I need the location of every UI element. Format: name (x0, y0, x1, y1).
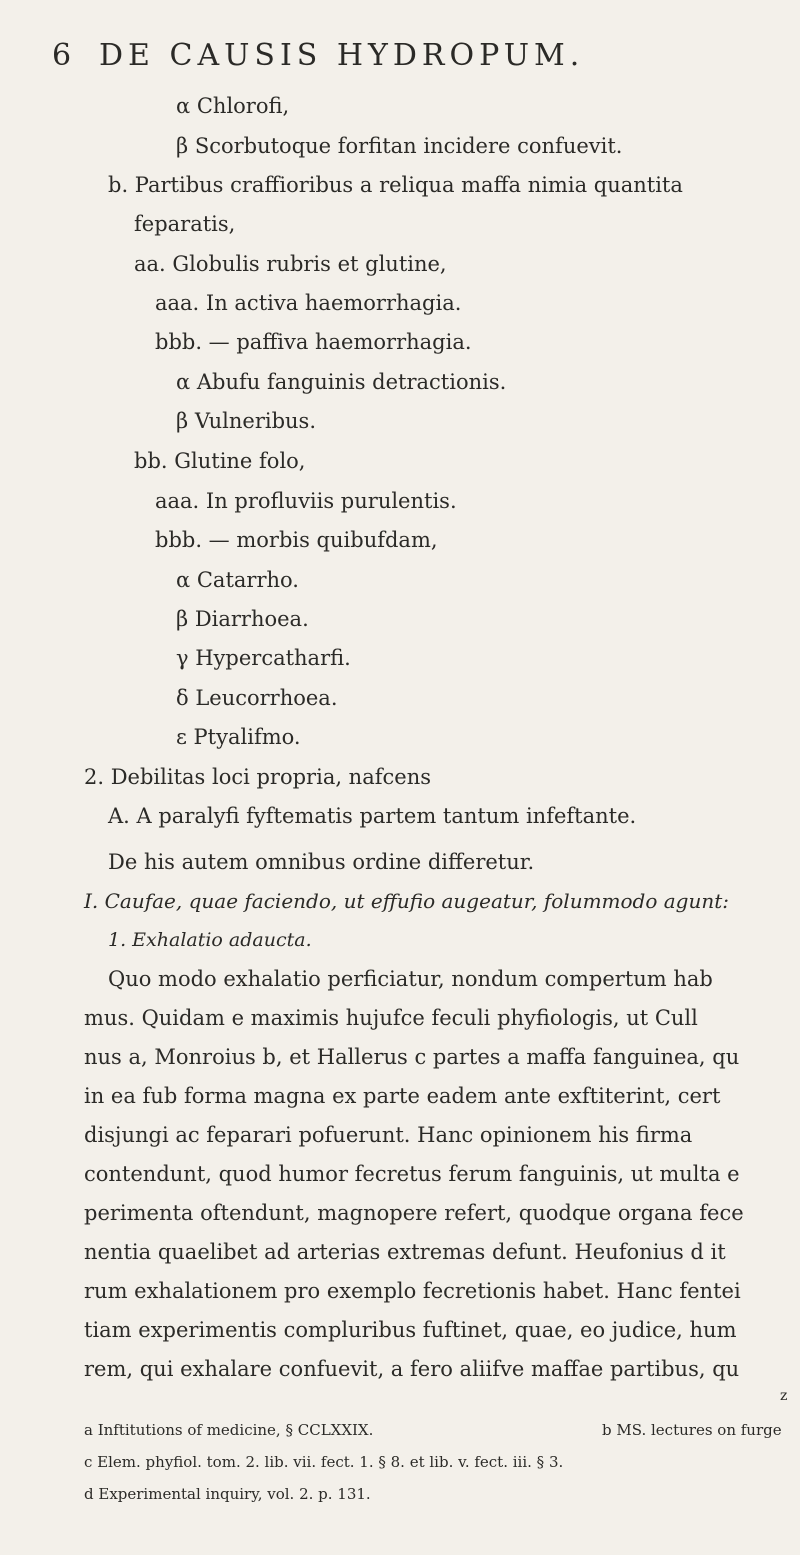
outline-line: δ Leucorrhoea. (176, 686, 338, 710)
outline-line: 2. Debilitas loci propria, nafcens (84, 765, 431, 789)
section-heading: I. Caufae, quae faciendo, ut effufio augeatur, folummodo agunt: (84, 889, 730, 913)
outline-line: α Chlorofi, (176, 94, 290, 118)
paragraph-line: contendunt, quod humor fecretus ferum fanguinis, ut multa e (84, 1162, 740, 1186)
catchword: z (780, 1388, 788, 1404)
paragraph-line: perimenta oftendunt, magnopere refert, quodque organa fece (84, 1201, 744, 1225)
outline-line: bbb. — paffiva haemorrhagia. (155, 330, 472, 354)
page-number: 6 (52, 38, 75, 73)
paragraph-line: disjungi ac feparari pofuerunt. Hanc opinionem his firma (84, 1123, 693, 1147)
paragraph-line: in ea fub forma magna ex parte eadem ante exftiterint, cert (84, 1084, 721, 1108)
outline-line: γ Hypercatharfi. (176, 646, 351, 670)
paragraph-line: nentia quaelibet ad arterias extremas defunt. Heufonius d it (84, 1240, 726, 1264)
outline-line: aaa. In profluviis purulentis. (155, 489, 457, 513)
paragraph-line: tiam experimentis compluribus fuftinet, quae, eo judice, hum (84, 1318, 737, 1342)
paragraph-line: mus. Quidam e maximis hujufce feculi phyfiologis, ut Cull (84, 1006, 698, 1030)
subsection-heading: 1. Exhalatio adaucta. (108, 929, 312, 951)
outline-line: ε Ptyalifmo. (176, 725, 301, 749)
outline-line: aaa. In activa haemorrhagia. (155, 291, 462, 315)
outline-line: β Scorbutoque forfitan incidere confuevit. (176, 134, 623, 158)
outline-line: β Vulneribus. (176, 409, 317, 433)
outline-line: bbb. — morbis quibufdam, (155, 528, 438, 552)
outline-line: α Catarrho. (176, 568, 299, 592)
footnote: d Experimental inquiry, vol. 2. p. 131. (84, 1485, 371, 1503)
body-line: De his autem omnibus ordine differetur. (108, 850, 535, 874)
footnote: c Elem. phyfiol. tom. 2. lib. vii. fect. 1. § 8. et lib. v. fect. iii. § 3. (84, 1453, 564, 1471)
outline-line: α Abufu fanguinis detractionis. (176, 370, 507, 394)
outline-line: bb. Glutine folo, (134, 449, 306, 473)
paragraph-line: rum exhalationem pro exemplo fecretionis habet. Hanc fentei (84, 1279, 741, 1303)
paragraph-line: rem, qui exhalare confuevit, a fero aliifve maffae partibus, qu (84, 1357, 740, 1381)
running-title: DE CAUSIS HYDROPUM. (99, 38, 585, 73)
outline-line: β Diarrhoea. (176, 607, 309, 631)
paragraph-line: nus a, Monroius b, et Hallerus c partes a maffa fanguinea, qu (84, 1045, 740, 1069)
paragraph-line: Quo modo exhalatio perficiatur, nondum compertum hab (108, 967, 713, 991)
footnote: a Inftitutions of medicine, § CCLXXIX. (84, 1421, 374, 1439)
outline-line: feparatis, (134, 212, 236, 236)
footnote: b MS. lectures on furge (602, 1421, 782, 1439)
outline-line: A. A paralyfi fyftematis partem tantum infeftante. (108, 804, 637, 828)
outline-line: b. Partibus craffioribus a reliqua maffa nimia quantita (108, 173, 683, 197)
outline-line: aa. Globulis rubris et glutine, (134, 252, 447, 276)
